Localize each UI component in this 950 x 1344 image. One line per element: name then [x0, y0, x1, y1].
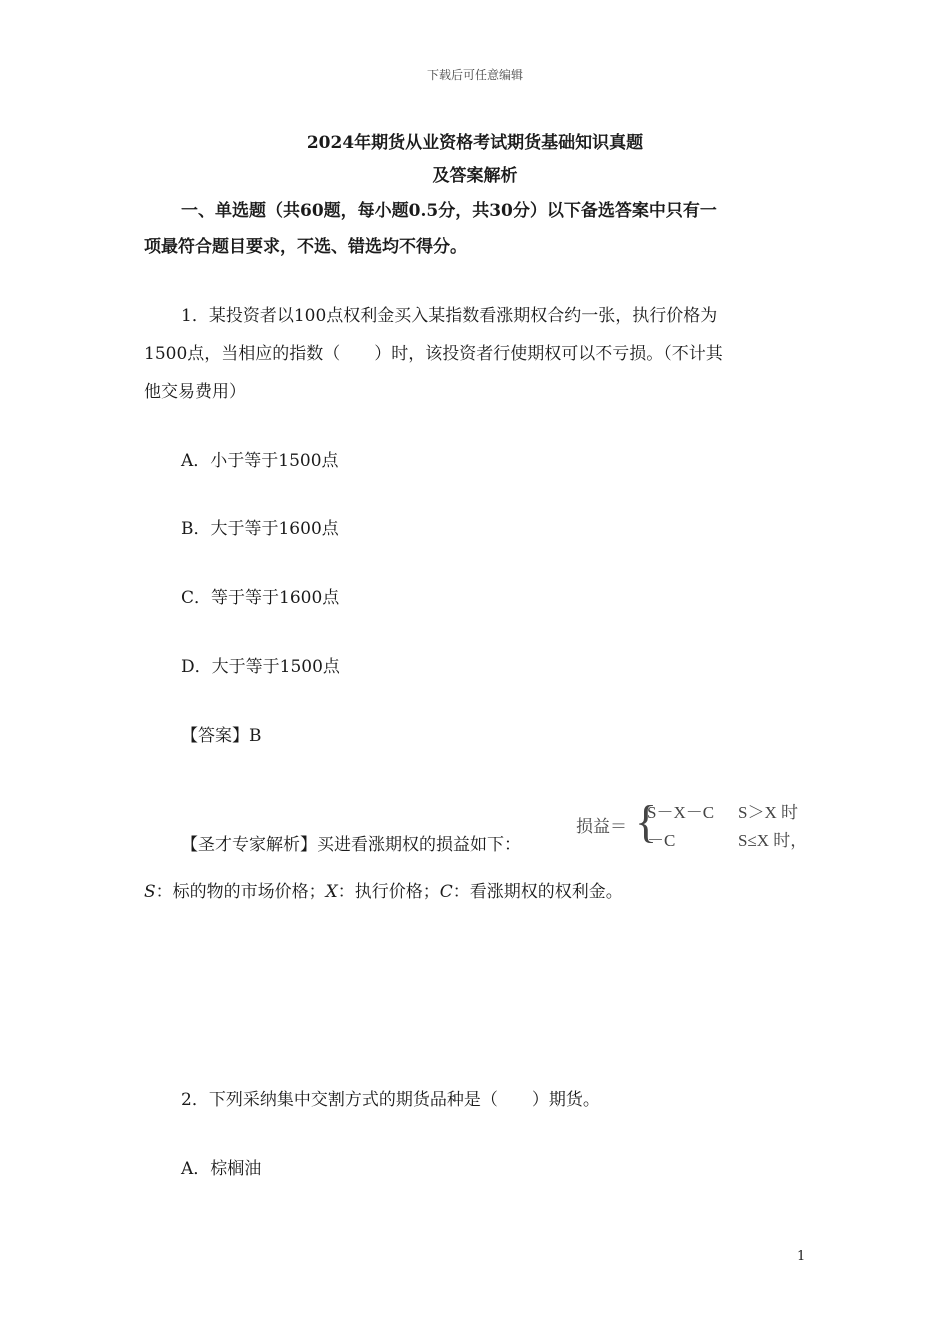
formula-row1-expr: S－X－C — [647, 803, 715, 822]
doc-title-line1: 2024年期货从业资格考试期货基础知识真题 — [306, 133, 644, 153]
formula-row1-cond: S＞X 时 — [738, 803, 798, 822]
q1-option-a: A．小于等于1500点 — [181, 451, 339, 471]
legend-s-desc: ：标的物的市场价格； — [155, 882, 326, 902]
legend-x-symbol: X — [325, 882, 338, 902]
q1-option-d: D．大于等于1500点 — [181, 657, 340, 677]
payoff-formula — [576, 796, 836, 854]
section-heading-line2: 项最符合题目要求，不选、错选均不得分。 — [144, 237, 467, 257]
q1-analysis: 【圣才专家解析】买进看涨期权的损益如下： — [181, 835, 521, 855]
q1-legend — [144, 877, 623, 902]
doc-title-line2: 及答案解析 — [432, 166, 518, 186]
legend-c-symbol: C — [439, 882, 453, 902]
q1-stem-line3: 他交易费用） — [144, 382, 246, 402]
section-heading-line1: 一、单选题（共60题，每小题0.5分，共30分）以下备选答案中只有一 — [181, 201, 717, 221]
formula-lhs: 损益＝ — [576, 817, 627, 836]
formula-row2-cond: S≤X 时， — [738, 831, 808, 850]
legend-c-desc: ：看涨期权的权利金。 — [452, 882, 623, 902]
page-number: 1 — [797, 1249, 806, 1264]
legend-s-symbol: S — [144, 882, 156, 902]
q1-option-c: C．等于等于1600点 — [181, 588, 340, 608]
page-header: 下载后可任意编辑 — [426, 68, 523, 82]
q2-stem: 2．下列采纳集中交割方式的期货品种是（ ）期货。 — [181, 1090, 600, 1110]
q1-stem-line2: 1500点，当相应的指数（ ）时，该投资者行使期权可以不亏损。（不计其 — [144, 344, 723, 364]
q1-option-b: B．大于等于1600点 — [181, 519, 339, 539]
legend-x-desc: ：执行价格； — [337, 882, 440, 902]
q1-stem-line1: 1．某投资者以100点权利金买入某指数看涨期权合约一张，执行价格为 — [181, 306, 718, 326]
q1-answer: 【答案】B — [181, 726, 262, 746]
formula-row2-expr: －C — [647, 831, 676, 850]
q2-option-a: A．棕榈油 — [181, 1159, 262, 1179]
formula-brace: { — [635, 796, 658, 847]
